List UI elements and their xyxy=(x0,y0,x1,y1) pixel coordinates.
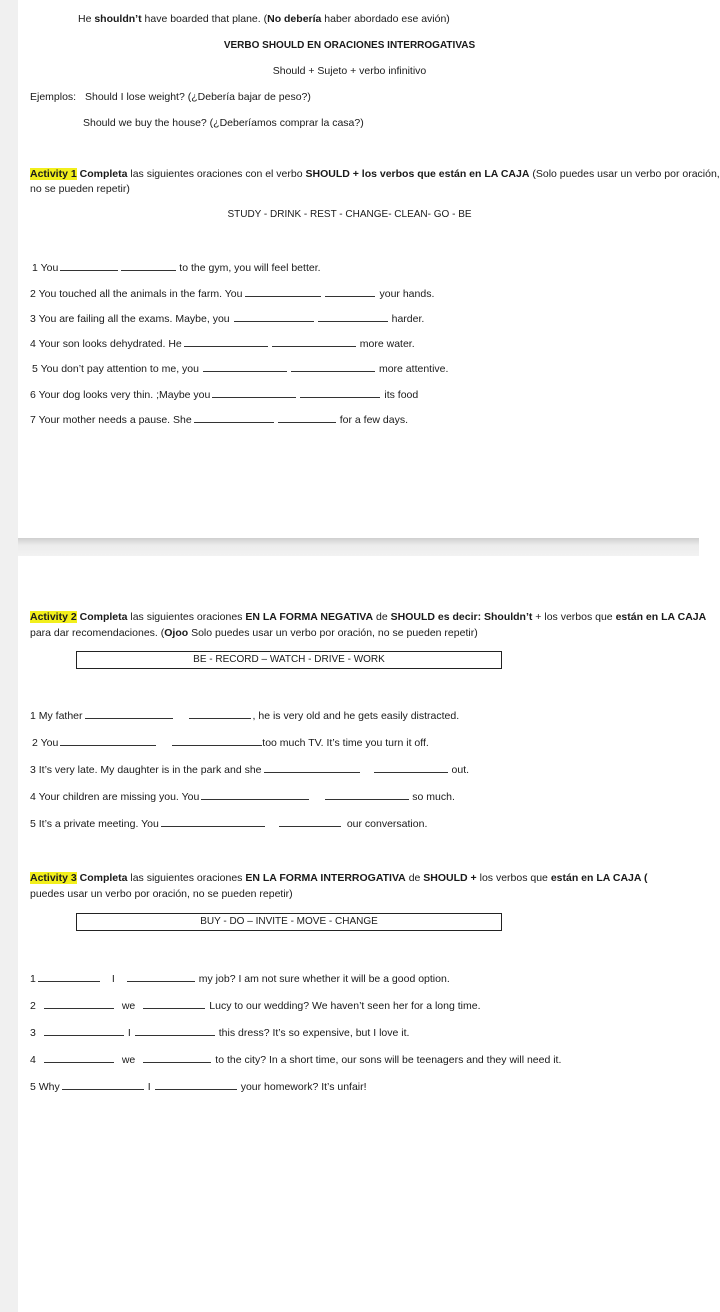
answer-blank[interactable] xyxy=(291,362,375,372)
answer-blank[interactable] xyxy=(127,972,195,982)
answer-blank[interactable] xyxy=(143,1053,211,1063)
answer-blank[interactable] xyxy=(201,790,309,800)
answer-blank[interactable] xyxy=(38,972,100,982)
activity1-instructions: Activity 1 Completa las siguientes oraciones con el verbo SHOULD + los verbos que están en LA CAJA (Solo puedes usar un verbo por oración, xyxy=(30,168,720,180)
activity2-item-2: 2 You too much TV. It’s time you turn it off. xyxy=(32,737,429,749)
activity1-item-4: 4 Your son looks dehydrated. He more water. xyxy=(30,338,415,350)
answer-blank[interactable] xyxy=(172,736,262,746)
activity2-instructions-cont: para dar recomendaciones. (Ojoo Solo puedes usar un verbo por oración, no se pueden repetir) xyxy=(30,627,478,639)
examples-label: Ejemplos: xyxy=(30,91,77,103)
page-separator xyxy=(18,538,699,556)
answer-blank[interactable] xyxy=(374,763,448,773)
activity1-instructions-cont: no se pueden repetir) xyxy=(30,183,130,195)
activity3-item-5: 5 Why I your homework? It’s unfair! xyxy=(30,1081,367,1093)
answer-blank[interactable] xyxy=(44,1053,114,1063)
answer-blank[interactable] xyxy=(212,388,296,398)
formula: Should + Sujeto + verbo infinitivo xyxy=(272,65,427,77)
answer-blank[interactable] xyxy=(161,817,265,827)
activity1-word-box: STUDY - DRINK - REST - CHANGE- CLEAN- GO - BE xyxy=(227,209,472,220)
answer-blank[interactable] xyxy=(85,709,173,719)
answer-blank[interactable] xyxy=(194,413,274,423)
activity2-word-box: BE - RECORD – WATCH - DRIVE - WORK xyxy=(76,651,502,669)
activity2-item-4: 4 Your children are missing you. You so much. xyxy=(30,791,455,803)
answer-blank[interactable] xyxy=(155,1080,237,1090)
activity1-item-1: 1 You to the gym, you will feel better. xyxy=(32,262,321,274)
example-question-2: Should we buy the house? (¿Deberíamos comprar la casa?) xyxy=(83,117,364,129)
answer-blank[interactable] xyxy=(325,790,409,800)
answer-blank[interactable] xyxy=(279,817,341,827)
answer-blank[interactable] xyxy=(135,1026,215,1036)
activity1-item-6: 6 Your dog looks very thin. ;Maybe you its food xyxy=(30,389,419,401)
answer-blank[interactable] xyxy=(60,736,156,746)
negative-example: He shouldn’t have boarded that plane. (No debería haber abordado ese avión) xyxy=(78,13,450,25)
answer-blank[interactable] xyxy=(278,413,336,423)
answer-blank[interactable] xyxy=(44,1026,124,1036)
answer-blank[interactable] xyxy=(121,261,176,271)
activity2-item-3: 3 It’s very late. My daughter is in the park and she out. xyxy=(30,764,470,776)
answer-blank[interactable] xyxy=(203,362,287,372)
activity2-item-1: 1 My father , he is very old and he gets easily distracted. xyxy=(30,710,460,722)
section-title: VERBO SHOULD EN ORACIONES INTERROGATIVAS xyxy=(223,40,476,51)
activity1-item-2: 2 You touched all the animals in the farm. You your hands. xyxy=(30,288,435,300)
answer-blank[interactable] xyxy=(325,287,375,297)
page-margin-strip xyxy=(0,0,18,1312)
answer-blank[interactable] xyxy=(60,261,118,271)
answer-blank[interactable] xyxy=(62,1080,144,1090)
activity2-item-5: 5 It’s a private meeting. You our conversation. xyxy=(30,818,428,830)
activity3-instructions-cont: puedes usar un verbo por oración, no se pueden repetir) xyxy=(30,888,293,900)
activity3-item-2: 2 we Lucy to our wedding? We haven’t seen her for a long time. xyxy=(30,1000,481,1012)
activity3-item-4: 4 we to the city? In a short time, our sons will be teenagers and they will need it. xyxy=(30,1054,562,1066)
activity3-item-3: 3 I this dress? It’s so expensive, but I love it. xyxy=(30,1027,410,1039)
activity1-item-3: 3 You are failing all the exams. Maybe, you harder. xyxy=(30,313,425,325)
activity3-item-1: 1 I my job? I am not sure whether it will be a good option. xyxy=(30,973,450,985)
example-question-1: Should I lose weight? (¿Debería bajar de peso?) xyxy=(85,91,311,103)
activity3-instructions: Activity 3 Completa las siguientes oraciones EN LA FORMA INTERROGATIVA de SHOULD + los verbos que están en LA CAJA ( xyxy=(30,872,648,884)
answer-blank[interactable] xyxy=(245,287,321,297)
answer-blank[interactable] xyxy=(300,388,380,398)
answer-blank[interactable] xyxy=(264,763,360,773)
answer-blank[interactable] xyxy=(184,337,268,347)
activity2-instructions: Activity 2 Completa las siguientes oraciones EN LA FORMA NEGATIVA de SHOULD es decir: Shouldn’t + los verbos que están en LA CAJA xyxy=(30,611,707,623)
answer-blank[interactable] xyxy=(318,312,388,322)
answer-blank[interactable] xyxy=(143,999,205,1009)
activity3-word-box: BUY - DO – INVITE - MOVE - CHANGE xyxy=(76,913,502,931)
answer-blank[interactable] xyxy=(44,999,114,1009)
answer-blank[interactable] xyxy=(234,312,314,322)
answer-blank[interactable] xyxy=(272,337,356,347)
activity1-item-7: 7 Your mother needs a pause. She for a few days. xyxy=(30,414,408,426)
activity1-item-5: 5 You don’t pay attention to me, you more attentive. xyxy=(32,363,449,375)
answer-blank[interactable] xyxy=(189,709,251,719)
